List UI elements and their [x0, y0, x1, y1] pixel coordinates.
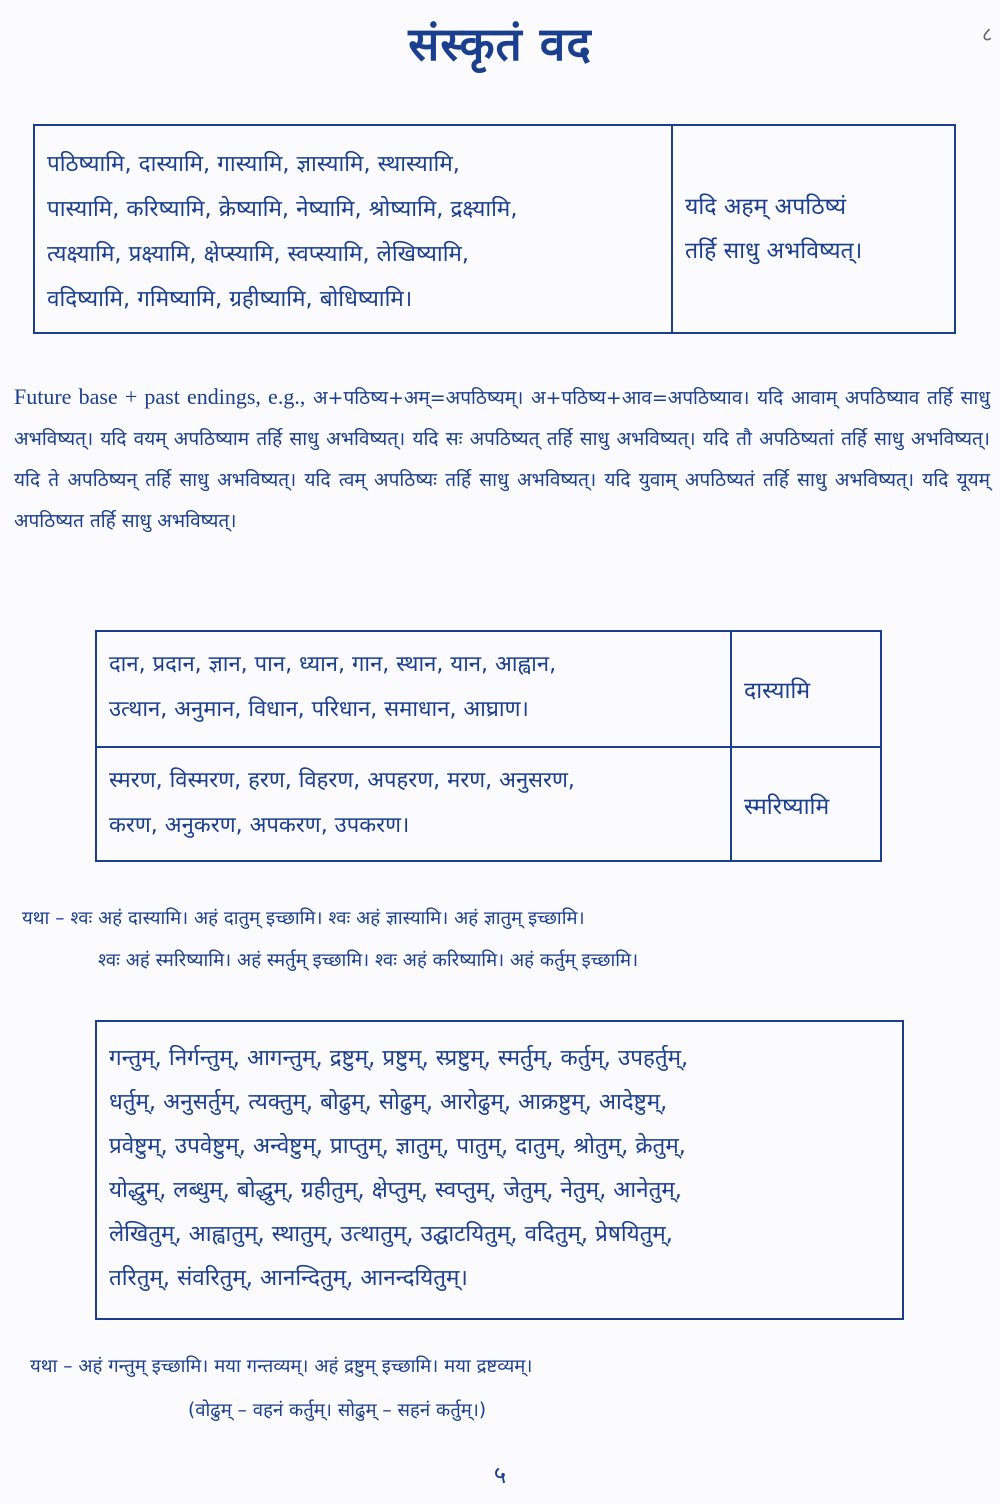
corner-mark: ८ — [982, 22, 993, 46]
example-line: यथा – श्वः अहं दास्यामि। अहं दातुम् इच्छामि। श्वः अहं ज्ञास्यामि। अहं ज्ञातुम् इच्छामि। — [22, 908, 585, 929]
table-row — [35, 126, 954, 332]
verb-cell: दास्यामि — [730, 632, 880, 746]
noun-line: करण, अनुकरण, अपकरण, उपकरण। — [109, 813, 410, 838]
infinitive-list — [97, 1022, 902, 1300]
infinitive-line: योद्धुम्, लब्धुम्, बोद्धुम्, ग्रहीतुम्, क्षेप्तुम्, स्वप्तुम्, जेतुम्, नेतुम्, आनेतुम्, — [109, 1177, 682, 1203]
verb-line: पास्यामि, करिष्यामि, क्रेष्यामि, नेष्यामि, श्रोष्यामि, द्रक्ष्यामि, — [47, 196, 518, 222]
conditional-paragraph — [14, 376, 990, 542]
example-line: श्वः अहं स्मरिष्यामि। अहं स्मर्तुम् इच्छामि। श्वः अहं करिष्यामि। अहं कर्तुम् इच्छामि। — [98, 950, 639, 971]
paragraph-text: अ+पठिष्य+अम्=अपठिष्यम्। अ+पठिष्य+आव=अपठिष्याव। यदि आवाम् अपठिष्याव तर्हि साधु अभविष्यत्। यदि वयम् अपठिष्याम तर्हि साधु अभविष्यत्। यदि सः अपठिष्यत् तर्हि साधु अभविष्यत्। यदि तौ अपठिष्यतां तर्हि साधु अभविष्यत्। यदि ते अपठिष्यन् तर्हि साधु अभविष्यत्। यदि त्वम् अपठिष्यः तर्हि साधु अभविष्यत्। यदि युवाम् अपठिष्यतं तर्हि साधु अभविष्यत्। यदि यूयम् अपठिष्यत तर्हि साधु अभविष्यत्। — [14, 387, 991, 532]
noun-list — [97, 748, 730, 862]
page-number: ५ — [493, 1461, 507, 1489]
table-row — [97, 632, 880, 746]
page-title: संस्कृतं वद — [408, 17, 592, 71]
future-verb-table — [33, 124, 956, 334]
verb-line: त्यक्ष्यामि, प्रक्ष्यामि, क्षेप्स्यामि, स्वप्स्यामि, लेखिष्यामि, — [47, 241, 470, 267]
example-line: यथा – अहं गन्तुम् इच्छामि। मया गन्तव्यम्। अहं द्रष्टुम् इच्छामि। मया द्रष्टव्यम्। — [30, 1356, 533, 1377]
verb-line: पठिष्यामि, दास्यामि, गास्यामि, ज्ञास्यामि, स्थास्यामि, — [47, 151, 460, 177]
infinitive-line: धर्तुम्, अनुसर्तुम्, त्यक्तुम्, बोढुम्, सोढुम्, आरोढुम्, आक्रष्टुम्, आदेष्टुम्, — [109, 1089, 668, 1115]
infinitive-line: लेखितुम्, आह्वातुम्, स्थातुम्, उत्थातुम्, उद्घाटयितुम्, वदितुम्, प्रेषयितुम्, — [109, 1221, 673, 1247]
noun-verb-table — [95, 630, 882, 862]
noun-line: दान, प्रदान, ज्ञान, पान, ध्यान, गान, स्थान, यान, आह्वान, — [109, 652, 557, 677]
verb-cell: स्मरिष्यामि — [730, 748, 880, 862]
verb-line: वदिष्यामि, गमिष्यामि, ग्रहीष्यामि, बोधिष्यामि। — [47, 286, 413, 312]
table-row — [97, 746, 880, 862]
infinitive-line: गन्तुम्, निर्गन्तुम्, आगन्तुम्, द्रष्टुम्, प्रष्टुम्, स्प्रष्टुम्, स्मर्तुम्, कर्तुम्, उपहर्तुम्, — [109, 1045, 689, 1071]
conditional-example-cell — [671, 126, 954, 332]
noun-list — [97, 632, 730, 746]
future-verb-list — [35, 126, 671, 332]
infinitive-line: तरितुम्, संवरितुम्, आनन्दितुम्, आनन्दयितुम्। — [109, 1265, 468, 1291]
conditional-line: तर्हि साधु अभविष्यत्। — [685, 238, 863, 264]
paragraph-lead: Future base + past endings, e.g., — [14, 384, 306, 409]
infinitive-line: प्रवेष्टुम्, उपवेष्टुम्, अन्वेष्टुम्, प्राप्तुम्, ज्ञातुम्, पातुम्, दातुम्, श्रोतुम्, क्रेतुम्, — [109, 1133, 686, 1159]
example-line: (वोढुम् – वहनं कर्तुम्। सोढुम् – सहनं कर्तुम्।) — [188, 1400, 487, 1421]
conditional-line: यदि अहम् अपठिष्यं — [685, 194, 847, 220]
infinitive-box — [95, 1020, 904, 1320]
noun-line: स्मरण, विस्मरण, हरण, विहरण, अपहरण, मरण, अनुसरण, — [109, 768, 575, 793]
noun-line: उत्थान, अनुमान, विधान, परिधान, समाधान, आघ्राण। — [109, 697, 529, 722]
